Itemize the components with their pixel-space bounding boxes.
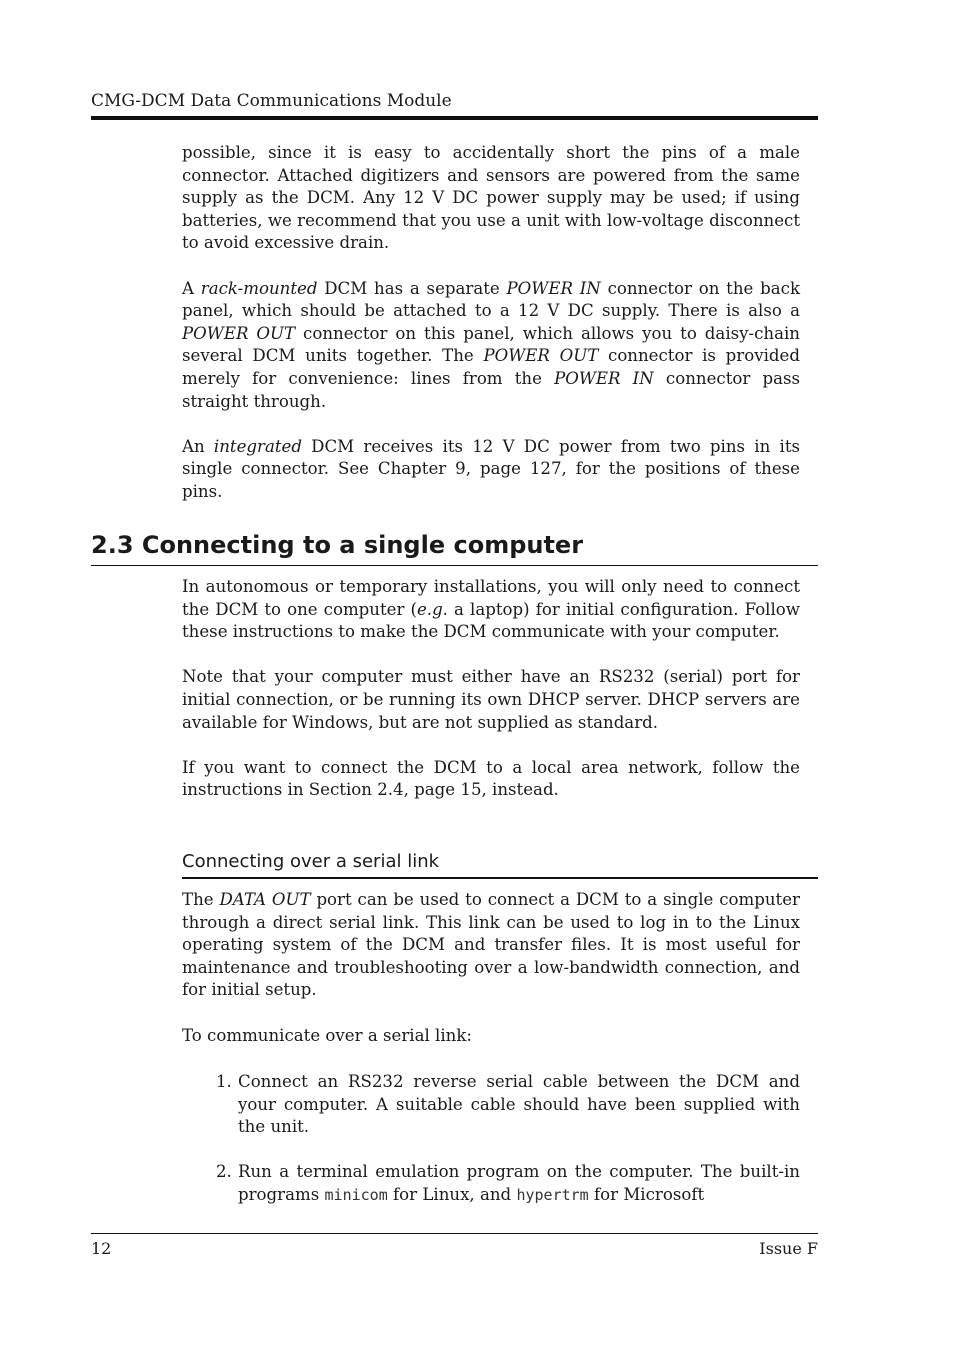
section-text-block (182, 576, 800, 802)
step-text: Run a terminal emulation program on the computer. The built-in programs minicom for Linux, and hypertrm for Microsoft (238, 1162, 800, 1204)
footer-rule (91, 1233, 818, 1234)
list-item (216, 1071, 800, 1139)
header-rule (91, 116, 818, 120)
section-heading: 2.3 Connecting to a single computer (91, 531, 584, 559)
power-text-block (182, 142, 800, 504)
issue-label: Issue F (759, 1239, 818, 1258)
list-item (216, 1161, 800, 1206)
power-paragraph-2: A rack-mounted DCM has a separate POWER IN connector on the back panel, which should be attached to a 12 V DC supply. There is also a POWER OUT connector on this panel, which allows you to daisy-chain several DCM units together. The POWER OUT connector is provided merely for convenience: lines from the POWER IN connector pass straight through. (182, 278, 801, 411)
subsection-paragraph-2: To communicate over a serial link: (182, 1025, 472, 1045)
running-header: CMG-DCM Data Communications Module (91, 91, 452, 111)
section-rule (91, 565, 818, 566)
subsection-text-block (182, 889, 800, 1047)
page-number: 12 (91, 1239, 112, 1258)
code-hypertrm: hypertrm (516, 1185, 589, 1204)
steps-list (216, 1071, 800, 1229)
step-number: 2. (216, 1162, 232, 1182)
subsection-heading: Connecting over a serial link (182, 851, 440, 872)
step-text: Connect an RS232 reverse serial cable between the DCM and your computer. A suitable cable should have been supplied with the unit. (238, 1072, 800, 1137)
section-paragraph-3: If you want to connect the DCM to a local area network, follow the instructions in Section 2.4, page 15, instead. (182, 757, 800, 800)
section-paragraph-1: In autonomous or temporary installations, you will only need to connect the DCM to one computer (e.g. a laptop) for initial configuration. Follow these instructions to make the DCM communicate with your computer. (182, 577, 800, 642)
subsection-rule (182, 877, 818, 879)
step-number: 1. (216, 1072, 232, 1091)
code-minicom: minicom (324, 1185, 388, 1204)
section-paragraph-2: Note that your computer must either have an RS232 (serial) port for initial connection, or be running its own DHCP server. DHCP servers are available for Windows, but are not supplied as standard. (182, 667, 800, 732)
power-paragraph-1: possible, since it is easy to accidentally short the pins of a male connector. Attached digitizers and sensors are powered from the same supply as the DCM. Any 12 V DC power supply may be used; if using batteries, we recommend that you use a unit with low-voltage disconnect to avoid excessive drain. (182, 143, 800, 253)
subsection-paragraph-1: The DATA OUT port can be used to connect a DCM to a single computer through a direct serial link. This link can be used to log in to the Linux operating system of the DCM and transfer files. It is most useful for maintenance and troubleshooting over a low-bandwidth connection, and for initial setup. (182, 890, 800, 1000)
power-paragraph-3: An integrated DCM receives its 12 V DC power from two pins in its single connector. See Chapter 9, page 127, for the positions of these pins. (182, 436, 800, 501)
